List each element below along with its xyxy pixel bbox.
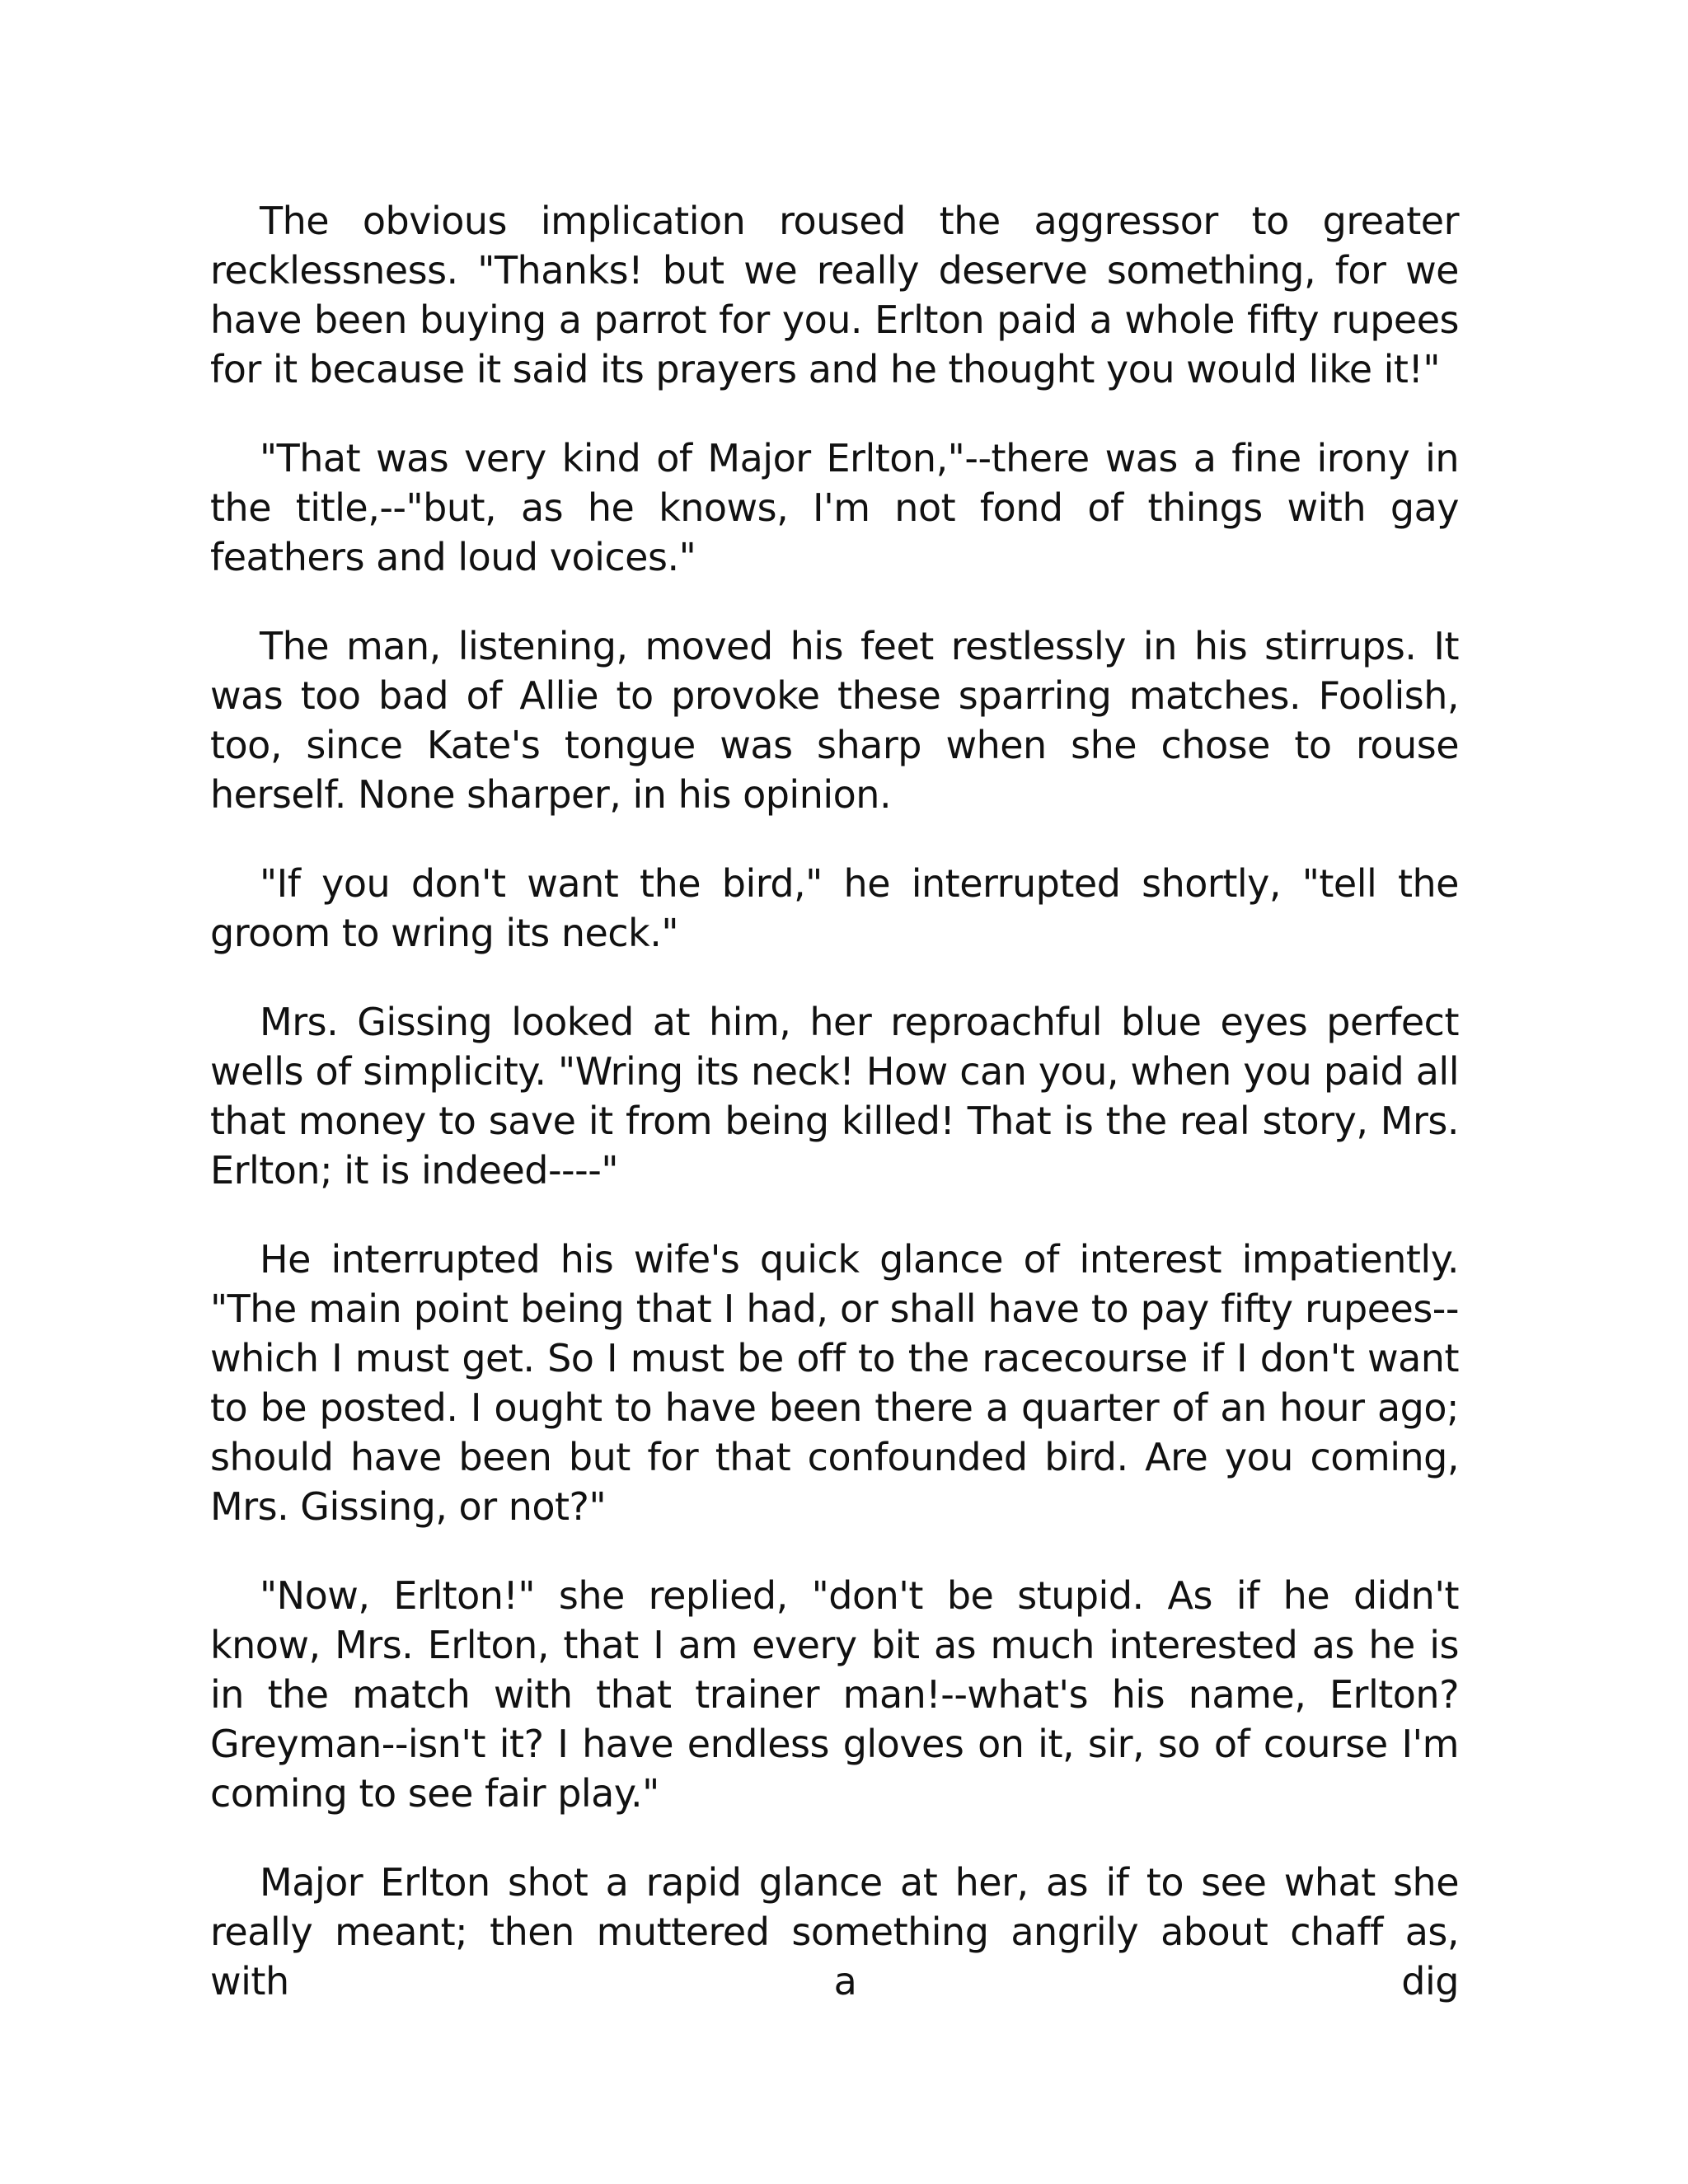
paragraph-1: The obvious implication roused the aggressor to greater recklessness. "Thanks! but we really deserve something, for we have been buying a parrot for you. Erlton paid a whole fifty rupees for it because it said its prayers and he thought you would like it!" [210, 199, 1459, 391]
paragraph-8: Major Erlton shot a rapid glance at her, as if to see what she really meant; then muttered something angrily about chaff as, with a dig [210, 1860, 1459, 2004]
paragraph-3: The man, listening, moved his feet restlessly in his stirrups. It was too bad of Allie to provoke these sparring matches. Foolish, too, since Kate's tongue was sharp when she chose to rouse herself. None sharper, in his opinion. [210, 624, 1459, 817]
paragraph-2: "That was very kind of Major Erlton,"--there was a fine irony in the title,--"but, as he knows, I'm not fond of things with gay feathers and loud voices." [210, 436, 1459, 579]
paragraph-5: Mrs. Gissing looked at him, her reproachful blue eyes perfect wells of simplicity. "Wring its neck! How can you, when you paid all that money to save it from being killed! That is the real story, Mrs. Erlton; it is indeed----" [210, 1000, 1459, 1193]
paragraph-6: He interrupted his wife's quick glance of interest impatiently. "The main point being that I had, or shall have to pay fifty rupees--which I must get. So I must be off to the racecourse if I don't want to be posted. I ought to have been there a quarter of an hour ago; should have been but for that confounded bird. Are you coming, Mrs. Gissing, or not?" [210, 1237, 1459, 1529]
paragraph-7: "Now, Erlton!" she replied, "don't be stupid. As if he didn't know, Mrs. Erlton, that I am every bit as much interested as he is in the match with that trainer man!--what's his name, Erlton? Greyman--isn't it? I have endless gloves on it, sir, so of course I'm coming to see fair play." [210, 1573, 1459, 1816]
paragraph-4: "If you don't want the bird," he interrupted shortly, "tell the groom to wring its neck." [210, 861, 1459, 955]
page-body [210, 196, 1459, 2046]
